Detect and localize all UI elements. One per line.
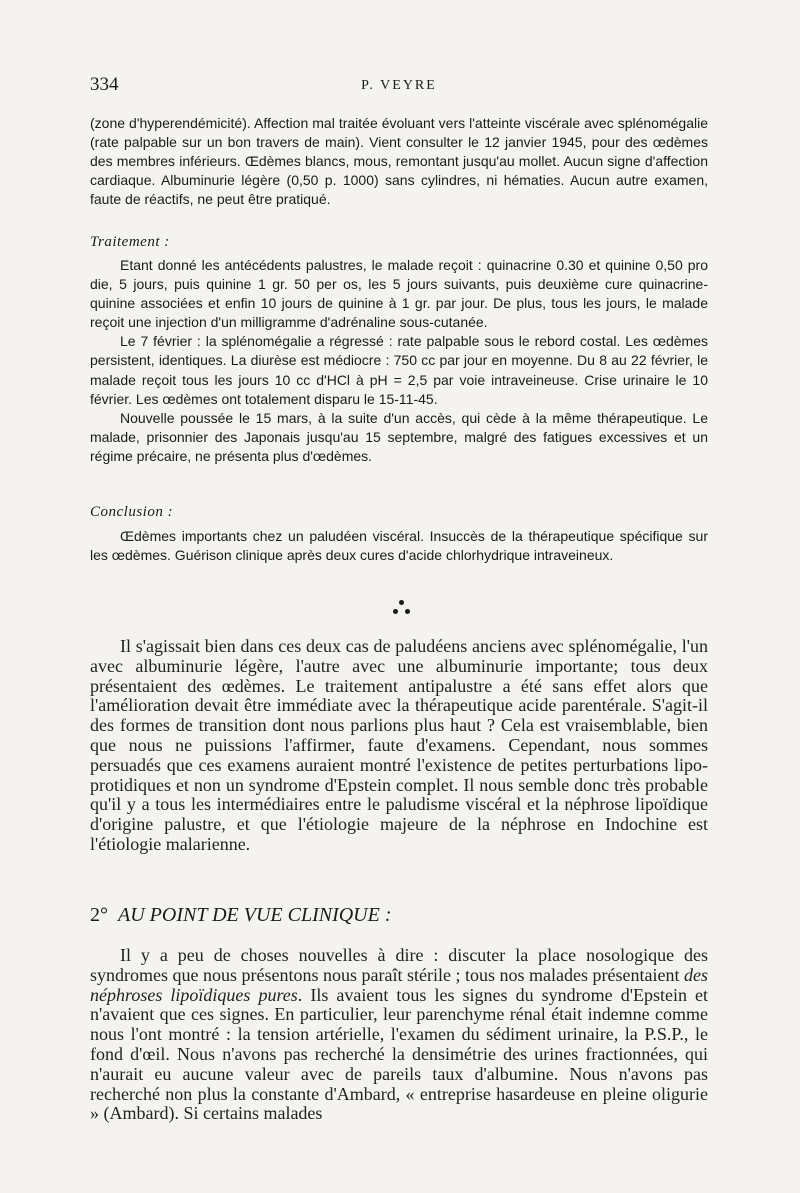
section-title: AU POINT DE VUE CLINIQUE : [118,904,392,926]
traitement-heading: Traitement : [90,234,170,250]
asterism-ornament [392,598,412,618]
emphasis-text: des néphroses lipoïdiques pures [90,964,708,1005]
discussion-paragraph: Il s'agissait bien dans ces deux cas de paludéens anciens avec splénomégalie, l'un avec albuminurie légère, l'autre avec une albuminurie importante; tous deux présentaient des œdèmes. Le traitement antipalustre a été sans effet alors que l'amélioration devait être immédiate avec la thérapeutique acide parentérale. S'agit-il des formes de transition dont nous parlions plus haut ? Cela est vraisemblable, bien que nous ne puissions l'affirmer, faute d'examens. Cependant, nous sommes persuadés que ces examens auraient montré l'existence de petites perturbations lipo-protidiques et non un syndrome d'Epstein complet. Il nous semble donc très probable qu'il y a tous les intermédiaires entre le paludisme viscéral et la néphrose lipoïdique d'origine palustre, et que l'étiologie majeure de la néphrose en Indochine est l'étiologie malarienne. [90,636,708,854]
conclusion-body [90,527,708,565]
conclusion-heading: Conclusion : [90,504,174,520]
case-paragraph: (zone d'hyperendémicité). Affection mal traitée évoluant vers l'atteinte viscérale avec splénomégalie (rate palpable sur un bon travers de main). Vient consulter le 12 janvier 1945, pour des œdèmes des membres inférieurs. Œdèmes blancs, mous, remontant jusqu'au mollet. Aucun signe d'affection cardiaque. Albuminurie légère (0,50 p. 1000) sans cylindres, ni hématies. Aucun autre examen, faute de réactifs, ne peut être pratiqué. [90,115,708,208]
running-head: P. VEYRE [361,78,437,93]
traitement-paragraph: Etant donné les antécédents palustres, le malade reçoit : quinacrine 0.30 et quinine 0,50 pro die, 5 jours, puis quinine 1 gr. 50 per os, les 5 jours suivants, puis deuxième cure quinacrine-quinine associées et enfin 10 jours de quinine à 1 gr. par jour. De plus, tous les jours, le malade reçoit une injection d'un milligramme d'adrénaline sous-cutanée. [90,257,708,331]
case-intro [90,114,708,209]
traitement-paragraph: Le 7 février : la splénomégalie a régressé : rate palpable sous le rebord costal. Les œdèmes persistent, identiques. La diurèse est médiocre : 750 cc par jour en moyenne. Du 8 au 22 février, le malade reçoit tous les jours 10 cc d'HCl à pH = 2,5 par voie intraveineuse. Crise urinaire le 10 février. Les œdèmes ont totalement disparu le 15-11-45. [90,333,708,407]
clinical-body [90,946,708,1124]
traitement-body [90,256,708,466]
conclusion-paragraph: Œdèmes importants chez un paludéen viscéral. Insuccès de la thérapeutique spécifique sur les œdèmes. Guérison clinique après deux cures d'acide chlorhydrique intraveineux. [90,528,708,564]
discussion-body [90,637,708,855]
section-number: 2° [90,904,108,926]
page-number: 334 [90,74,119,95]
clinical-paragraph: Il y a peu de choses nouvelles à dire : discuter la place nosologique des syndromes que nous présentons nous paraît stérile ; tous nos malades présentaient des néphroses lipoïdiques pures. Ils avaient tous les signes du syndrome d'Epstein et n'avaient que ces signes. En particulier, leur parenchyme rénal était indemne comme nous l'ont montré : la tension artérielle, l'examen du sédiment urinaire, la P.S.P., le fond d'œil. Nous n'avons pas recherché la densimétrie des urines fractionnées, qui n'aurait eu aucune valeur avec de pareils taux d'albumine. Nous n'avons pas recherché non plus la constante d'Ambard, « entreprise hasardeuse en pleine oligurie » (Ambard). Si certains malades [90,945,709,1124]
section-heading [90,904,392,927]
traitement-paragraph: Nouvelle poussée le 15 mars, à la suite d'un accès, qui cède à la même thérapeutique. Le malade, prisonnier des Japonais jusqu'au 15 septembre, malgré des fatigues excessives et un régime précaire, ne présenta plus d'œdèmes. [90,409,708,464]
page-header [90,74,708,100]
